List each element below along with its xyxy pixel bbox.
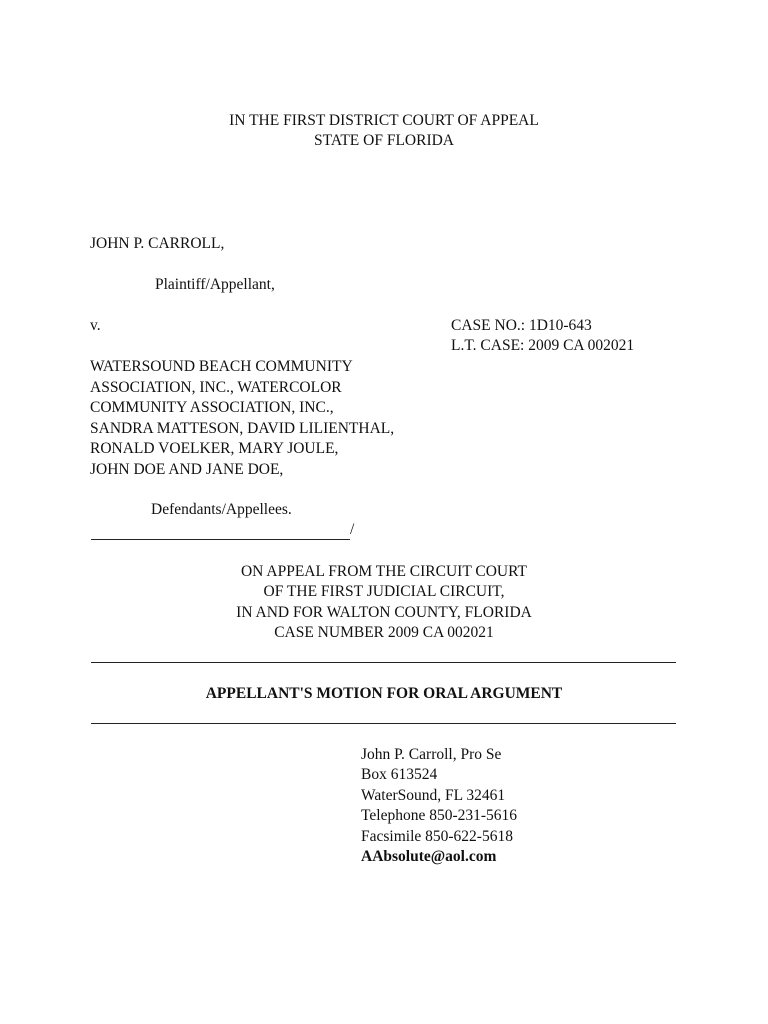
appeal-line-1: ON APPEAL FROM THE CIRCUIT COURT <box>240 563 527 580</box>
signer-email: AAbsolute@aol.com <box>361 848 497 866</box>
title-rule-bottom <box>91 723 676 724</box>
defendant-line: JOHN DOE AND JANE DOE, <box>90 460 284 478</box>
defendant-line: COMMUNITY ASSOCIATION, INC., <box>90 399 334 417</box>
signer-city: WaterSound, FL 32461 <box>361 786 506 804</box>
defendants-list <box>90 357 394 481</box>
court-state: STATE OF FLORIDA <box>314 132 454 149</box>
versus: v. <box>90 317 101 334</box>
plaintiff-role: Plaintiff/Appellant, <box>155 276 275 293</box>
signer-telephone: Telephone 850-231-5616 <box>361 807 518 825</box>
defendant-line: ASSOCIATION, INC., WATERCOLOR <box>90 378 342 396</box>
defendants-role: Defendants/Appellees. <box>151 501 292 518</box>
caption-underline <box>91 539 350 540</box>
signer-name: John P. Carroll, Pro Se <box>361 746 502 763</box>
defendant-line: RONALD VOELKER, MARY JOULE, <box>90 440 339 458</box>
signer-box: Box 613524 <box>361 766 438 784</box>
appeal-line-4: CASE NUMBER 2009 CA 002021 <box>274 624 494 641</box>
plaintiff-name: JOHN P. CARROLL, <box>90 235 225 252</box>
signature-block <box>361 745 517 867</box>
title-rule-top <box>91 662 676 663</box>
defendant-line: SANDRA MATTESON, DAVID LILIENTHAL, <box>90 419 395 437</box>
motion-title: APPELLANT'S MOTION FOR ORAL ARGUMENT <box>205 685 563 702</box>
appeal-line-2: OF THE FIRST JUDICIAL CIRCUIT, <box>263 583 505 600</box>
court-name: IN THE FIRST DISTRICT COURT OF APPEAL <box>229 112 539 129</box>
caption-slash: / <box>350 521 355 538</box>
lower-tribunal-case: L.T. CASE: 2009 CA 002021 <box>451 337 635 354</box>
defendant-line: WATERSOUND BEACH COMMUNITY <box>90 358 353 375</box>
case-number: CASE NO.: 1D10-643 <box>451 317 592 334</box>
signer-facsimile: Facsimile 850-622-5618 <box>361 827 513 845</box>
appeal-line-3: IN AND FOR WALTON COUNTY, FLORIDA <box>236 604 532 621</box>
